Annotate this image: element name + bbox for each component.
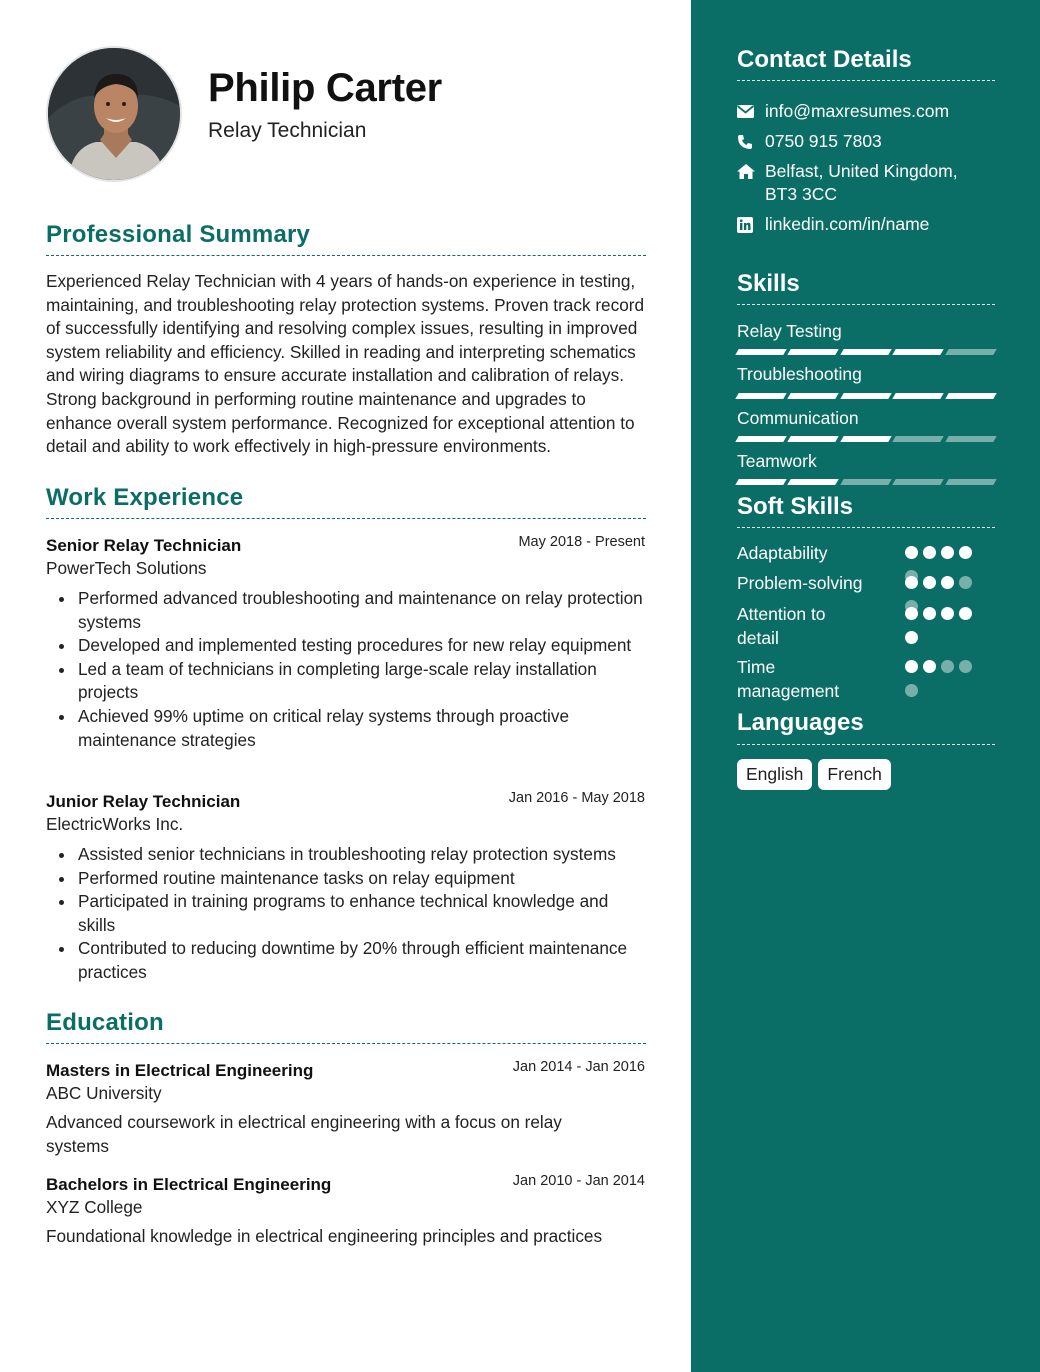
email-text[interactable]: info@maxresumes.com xyxy=(765,101,950,121)
linkedin-icon xyxy=(737,213,765,236)
soft-skill-name: Adaptability xyxy=(737,543,828,563)
rating-dot xyxy=(923,576,936,589)
rating-dot xyxy=(905,576,918,589)
skill-level-segment xyxy=(788,349,840,355)
skill-name: Teamwork xyxy=(737,451,817,471)
job-title: Senior Relay Technician xyxy=(46,536,242,555)
skill-level-segment xyxy=(735,349,787,355)
rating-dot xyxy=(959,607,972,620)
school-name: ABC University xyxy=(46,1083,162,1103)
skill-level-segment xyxy=(735,393,787,399)
contact-divider xyxy=(737,80,995,81)
summary-divider xyxy=(46,255,646,256)
skills-heading: Skills xyxy=(737,270,800,297)
skill-level-bar xyxy=(737,393,995,399)
rating-dot xyxy=(923,546,936,559)
degree-title: Bachelors in Electrical Engineering xyxy=(46,1175,332,1194)
list-item: Achieved 99% uptime on critical relay systems through proactive maintenance strategies xyxy=(46,705,646,752)
job-title: Junior Relay Technician xyxy=(46,792,241,811)
skill-level-segment xyxy=(735,479,787,485)
skill-level-segment xyxy=(945,479,997,485)
skill-level-segment xyxy=(945,393,997,399)
degree-dates: Jan 2010 - Jan 2014 xyxy=(512,1173,645,1189)
soft-skill-name: Attention to detail xyxy=(737,604,826,648)
candidate-name: Philip Carter xyxy=(208,66,442,110)
rating-dot xyxy=(941,607,954,620)
soft-skills-divider xyxy=(737,527,995,528)
summary-heading: Professional Summary xyxy=(46,221,311,248)
languages-heading: Languages xyxy=(737,709,864,736)
contact-address xyxy=(737,160,997,206)
phone-icon xyxy=(737,130,765,153)
skill-level-bar xyxy=(737,349,995,355)
degree-description: Foundational knowledge in electrical engineering principles and practices xyxy=(46,1226,603,1246)
skill-level-segment xyxy=(892,393,944,399)
list-item: Performed advanced troubleshooting and maintenance on relay protection systems xyxy=(46,587,646,634)
skill-level-bar xyxy=(737,436,995,442)
soft-skill-name: Problem-solving xyxy=(737,573,863,593)
rating-dot xyxy=(941,576,954,589)
contact-linkedin[interactable] xyxy=(737,213,997,236)
language-tags xyxy=(737,759,891,790)
skill-level-bar xyxy=(737,479,995,485)
language-tag: English xyxy=(737,759,812,790)
candidate-role: Relay Technician xyxy=(208,119,367,142)
rating-dot xyxy=(905,660,918,673)
rating-dot xyxy=(923,660,936,673)
home-icon xyxy=(737,160,765,183)
skill-level-segment xyxy=(945,349,997,355)
job-dates: Jan 2016 - May 2018 xyxy=(508,790,645,806)
person-avatar-icon xyxy=(48,48,182,182)
experience-divider xyxy=(46,518,646,519)
envelope-icon xyxy=(737,100,765,123)
soft-skills-heading: Soft Skills xyxy=(737,493,854,520)
school-name: XYZ College xyxy=(46,1197,143,1217)
list-item: Performed routine maintenance tasks on relay equipment xyxy=(46,867,646,891)
skill-level-segment xyxy=(788,436,840,442)
job-bullet-list xyxy=(46,587,646,752)
sidebar xyxy=(691,0,1040,1372)
education-heading: Education xyxy=(46,1009,164,1036)
rating-dot xyxy=(959,546,972,559)
experience-heading: Work Experience xyxy=(46,484,244,511)
skill-name: Relay Testing xyxy=(737,321,842,341)
rating-dot xyxy=(905,631,918,644)
languages-divider xyxy=(737,744,995,745)
rating-dot xyxy=(905,684,918,697)
summary-text: Experienced Relay Technician with 4 years of hands-on experience in testing, maintaining, and troubleshooting relay protection systems. Proven track record of successfully identifying and resolving complex issues, resulting in improved system reliability and efficiency. Skilled in reading and interpreting schematics and wiring diagrams to ensure accurate installation and calibration of relays. Strong background in performing routine maintenance and upgrades to enhance overall system performance. Recognized for exceptional attention to detail and ability to work effectively in high-pressure environments. xyxy=(46,271,645,457)
degree-dates: Jan 2014 - Jan 2016 xyxy=(512,1059,645,1075)
list-item: Led a team of technicians in completing large-scale relay installation projects xyxy=(46,658,646,705)
skill-level-segment xyxy=(840,349,892,355)
skill-level-segment xyxy=(735,436,787,442)
soft-skill-rating xyxy=(905,607,981,644)
degree-description: Advanced coursework in electrical engineering with a focus on relay systems xyxy=(46,1112,562,1156)
skills-divider xyxy=(737,304,995,305)
job-dates: May 2018 - Present xyxy=(518,534,645,550)
degree-title: Masters in Electrical Engineering xyxy=(46,1061,314,1080)
rating-dot xyxy=(905,607,918,620)
rating-dot xyxy=(923,607,936,620)
rating-dot xyxy=(959,660,972,673)
contact-heading: Contact Details xyxy=(737,46,912,73)
skill-level-segment xyxy=(892,479,944,485)
contact-email[interactable] xyxy=(737,100,997,123)
skill-level-segment xyxy=(892,349,944,355)
skill-level-segment xyxy=(840,436,892,442)
list-item: Developed and implemented testing procedures for new relay equipment xyxy=(46,634,646,658)
language-tag: French xyxy=(818,759,890,790)
rating-dot xyxy=(905,546,918,559)
job-company: PowerTech Solutions xyxy=(46,558,207,578)
contact-phone[interactable] xyxy=(737,130,997,153)
skill-name: Communication xyxy=(737,408,859,428)
skill-level-segment xyxy=(788,393,840,399)
linkedin-text[interactable]: linkedin.com/in/name xyxy=(765,214,930,234)
skill-level-segment xyxy=(840,479,892,485)
list-item: Participated in training programs to enhance technical knowledge and skills xyxy=(46,890,646,937)
soft-skill-rating xyxy=(905,660,981,697)
list-item: Contributed to reducing downtime by 20% through efficient maintenance practices xyxy=(46,937,646,984)
rating-dot xyxy=(959,576,972,589)
job-company: ElectricWorks Inc. xyxy=(46,814,184,834)
list-item: Assisted senior technicians in troubleshooting relay protection systems xyxy=(46,843,646,867)
skill-level-segment xyxy=(788,479,840,485)
job-bullet-list xyxy=(46,843,646,985)
skill-level-segment xyxy=(945,436,997,442)
soft-skill-name: Time management xyxy=(737,657,840,701)
skill-level-segment xyxy=(840,393,892,399)
rating-dot xyxy=(941,546,954,559)
profile-photo xyxy=(46,46,182,182)
address-text: Belfast, United Kingdom, BT3 3CC xyxy=(765,161,958,204)
rating-dot xyxy=(941,660,954,673)
skill-level-segment xyxy=(892,436,944,442)
education-divider xyxy=(46,1043,646,1044)
phone-text[interactable]: 0750 915 7803 xyxy=(765,131,882,151)
skill-name: Troubleshooting xyxy=(737,364,862,384)
